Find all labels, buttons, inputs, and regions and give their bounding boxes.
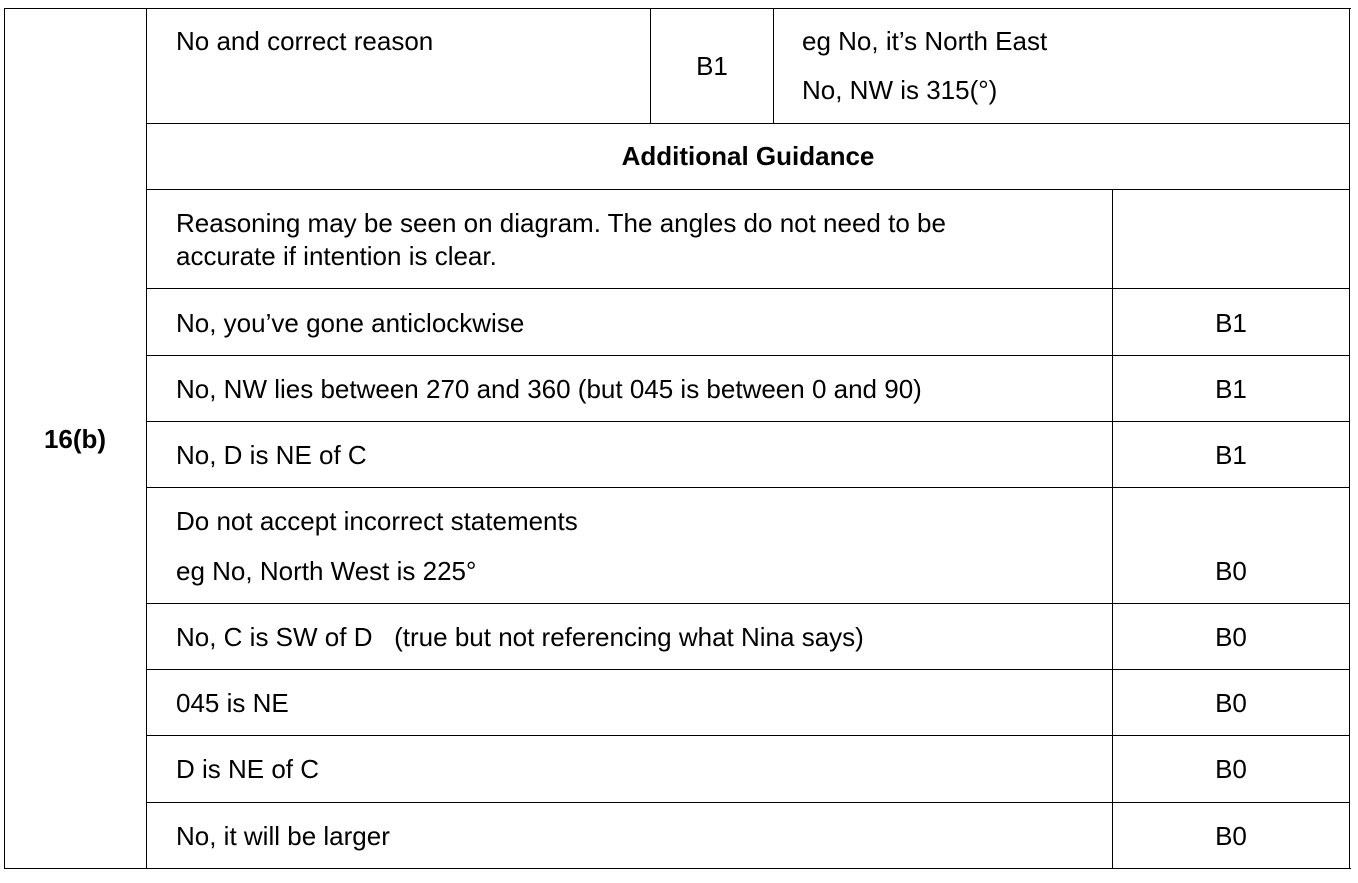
guidance-row-mark: B0 xyxy=(1215,688,1247,718)
guidance-row-mark: B1 xyxy=(1215,374,1247,404)
rule-row xyxy=(146,669,1350,670)
rule-row xyxy=(146,288,1350,289)
guidance-row-mark: B1 xyxy=(1215,308,1247,338)
answer-mark: B1 xyxy=(696,51,728,81)
rule-row xyxy=(146,487,1350,488)
guidance-row-mark: B0 xyxy=(1215,556,1247,586)
guidance-row-mark: B0 xyxy=(1215,622,1247,652)
rule-row xyxy=(146,355,1350,356)
rule-row xyxy=(146,603,1350,604)
rule-question-col xyxy=(146,8,147,869)
rule-heading-bottom xyxy=(146,189,1350,190)
guidance-row-text: No, you’ve gone anticlockwise xyxy=(176,308,525,338)
answer-example: eg No, it’s North East xyxy=(802,26,1048,56)
guidance-row-text: Do not accept incorrect statements xyxy=(176,506,578,536)
answer-text: No and correct reason xyxy=(176,26,434,56)
guidance-intro: Reasoning may be seen on diagram. The angles do not need to be xyxy=(176,208,946,238)
rule-bottom xyxy=(4,868,1351,869)
guidance-row-text: No, NW lies between 270 and 360 (but 045 is between 0 and 90) xyxy=(176,374,922,404)
rule-answer-mark-right xyxy=(773,8,774,124)
rule-row xyxy=(146,802,1350,803)
rule-row xyxy=(146,421,1350,422)
guidance-row-text: No, C is SW of D (true but not referencing what Nina says) xyxy=(176,622,864,652)
question-number: 16(b) xyxy=(43,424,107,454)
guidance-row-text: No, D is NE of C xyxy=(176,440,367,470)
rule-answer-bottom xyxy=(146,123,1350,124)
guidance-row-mark: B0 xyxy=(1215,754,1247,784)
rule-row xyxy=(146,735,1350,736)
answer-example: No, NW is 315(°) xyxy=(802,75,998,105)
rule-right xyxy=(1349,8,1350,869)
guidance-intro: accurate if intention is clear. xyxy=(176,241,497,271)
guidance-row-text: D is NE of C xyxy=(176,754,320,784)
guidance-row-text: No, it will be larger xyxy=(176,821,390,851)
rule-top xyxy=(4,8,1351,9)
guidance-row-example: eg No, North West is 225° xyxy=(176,556,477,586)
guidance-row-mark: B0 xyxy=(1215,821,1247,851)
guidance-row-mark: B1 xyxy=(1215,440,1247,470)
guidance-heading: Additional Guidance xyxy=(621,141,875,171)
guidance-row-text: 045 is NE xyxy=(176,688,289,718)
